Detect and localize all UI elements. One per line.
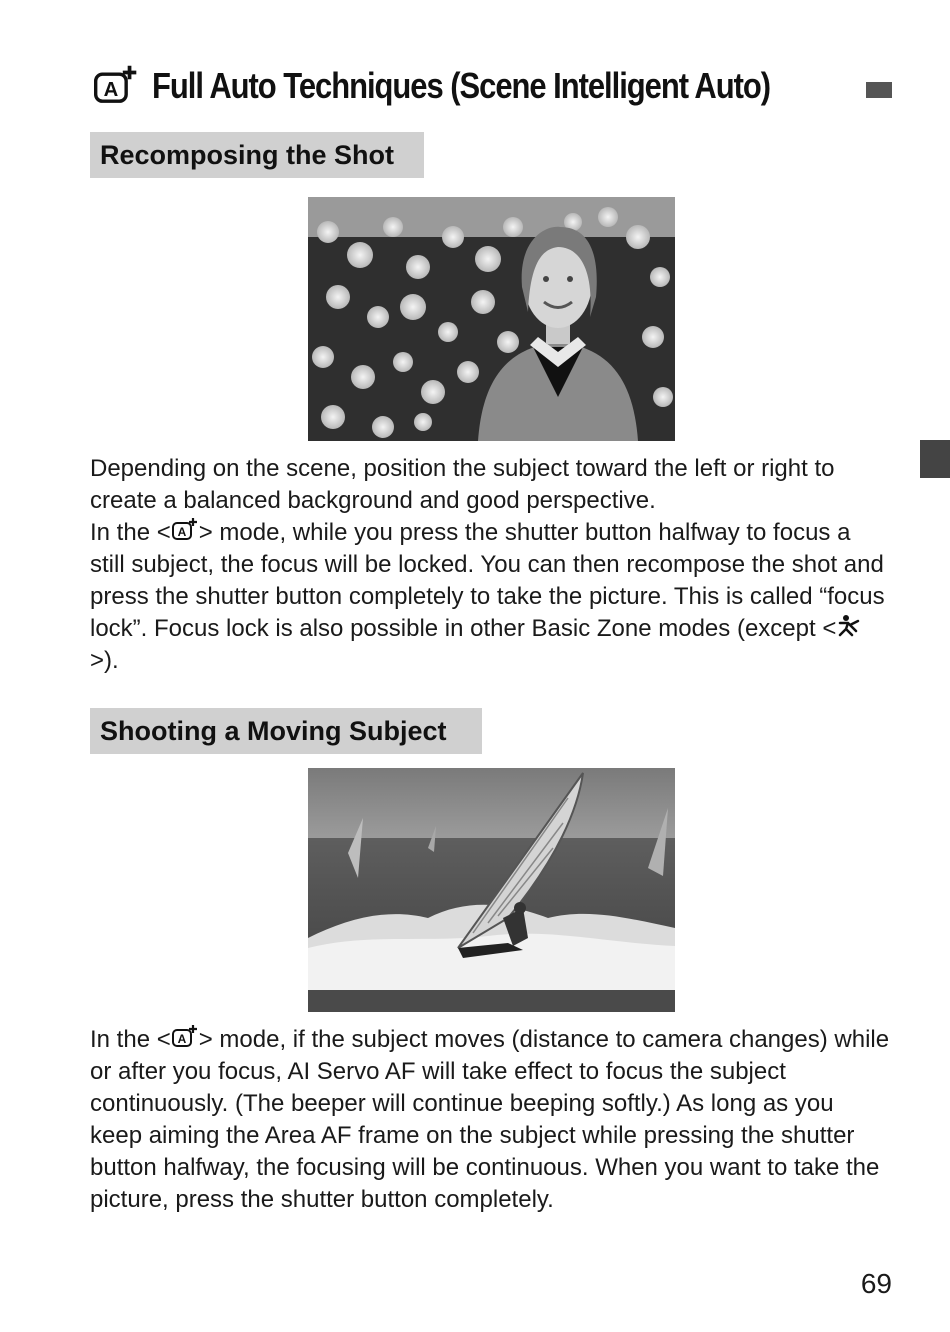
section-heading-moving-subject: Shooting a Moving Subject (90, 708, 482, 754)
svg-text:A: A (177, 525, 187, 539)
section-heading-recomposing: Recomposing the Shot (90, 132, 424, 178)
scene-intelligent-auto-icon (90, 64, 142, 108)
scene-intelligent-auto-icon (171, 1024, 199, 1050)
moving-subject-text (90, 1024, 890, 1216)
title-end-mark (866, 82, 892, 98)
recomposing-paragraph-2: In the < A > mode, while you press the shutter button halfway to focus a still subject, the focus will be locked. You can then recompose the shot and press the shutter button completely to take the picture. This is called “focus lock”. Focus lock is also possible in other Basic Zone modes (except < >). (90, 519, 885, 674)
windsurfer-photo (308, 768, 675, 1012)
page-title (90, 58, 900, 114)
chapter-thumb-tab (920, 440, 950, 478)
svg-text:A: A (177, 1032, 187, 1046)
recomposing-text (90, 453, 890, 677)
sports-mode-icon (836, 613, 864, 639)
scene-intelligent-auto-icon (171, 517, 199, 543)
portrait-photo (308, 197, 675, 441)
moving-subject-paragraph-1: In the < A > mode, if the subject moves (distance to camera changes) while or after you focus, AI Servo AF will take effect to focus the subject continuously. (The beeper will continue beeping softly.) As long as you keep aiming the Area AF frame on the subject while pressing the shutter button halfway, the focusing will be continuous. When you want to take the picture, press the shutter button completely. (90, 1026, 890, 1213)
recomposing-paragraph-1: Depending on the scene, position the subject toward the left or right to create a balanced background and good perspective. (90, 455, 835, 514)
svg-text:A: A (103, 79, 119, 102)
page-number: 69 (860, 1268, 892, 1299)
page-title-text: Full Auto Techniques (Scene Intelligent Auto) (152, 65, 771, 106)
